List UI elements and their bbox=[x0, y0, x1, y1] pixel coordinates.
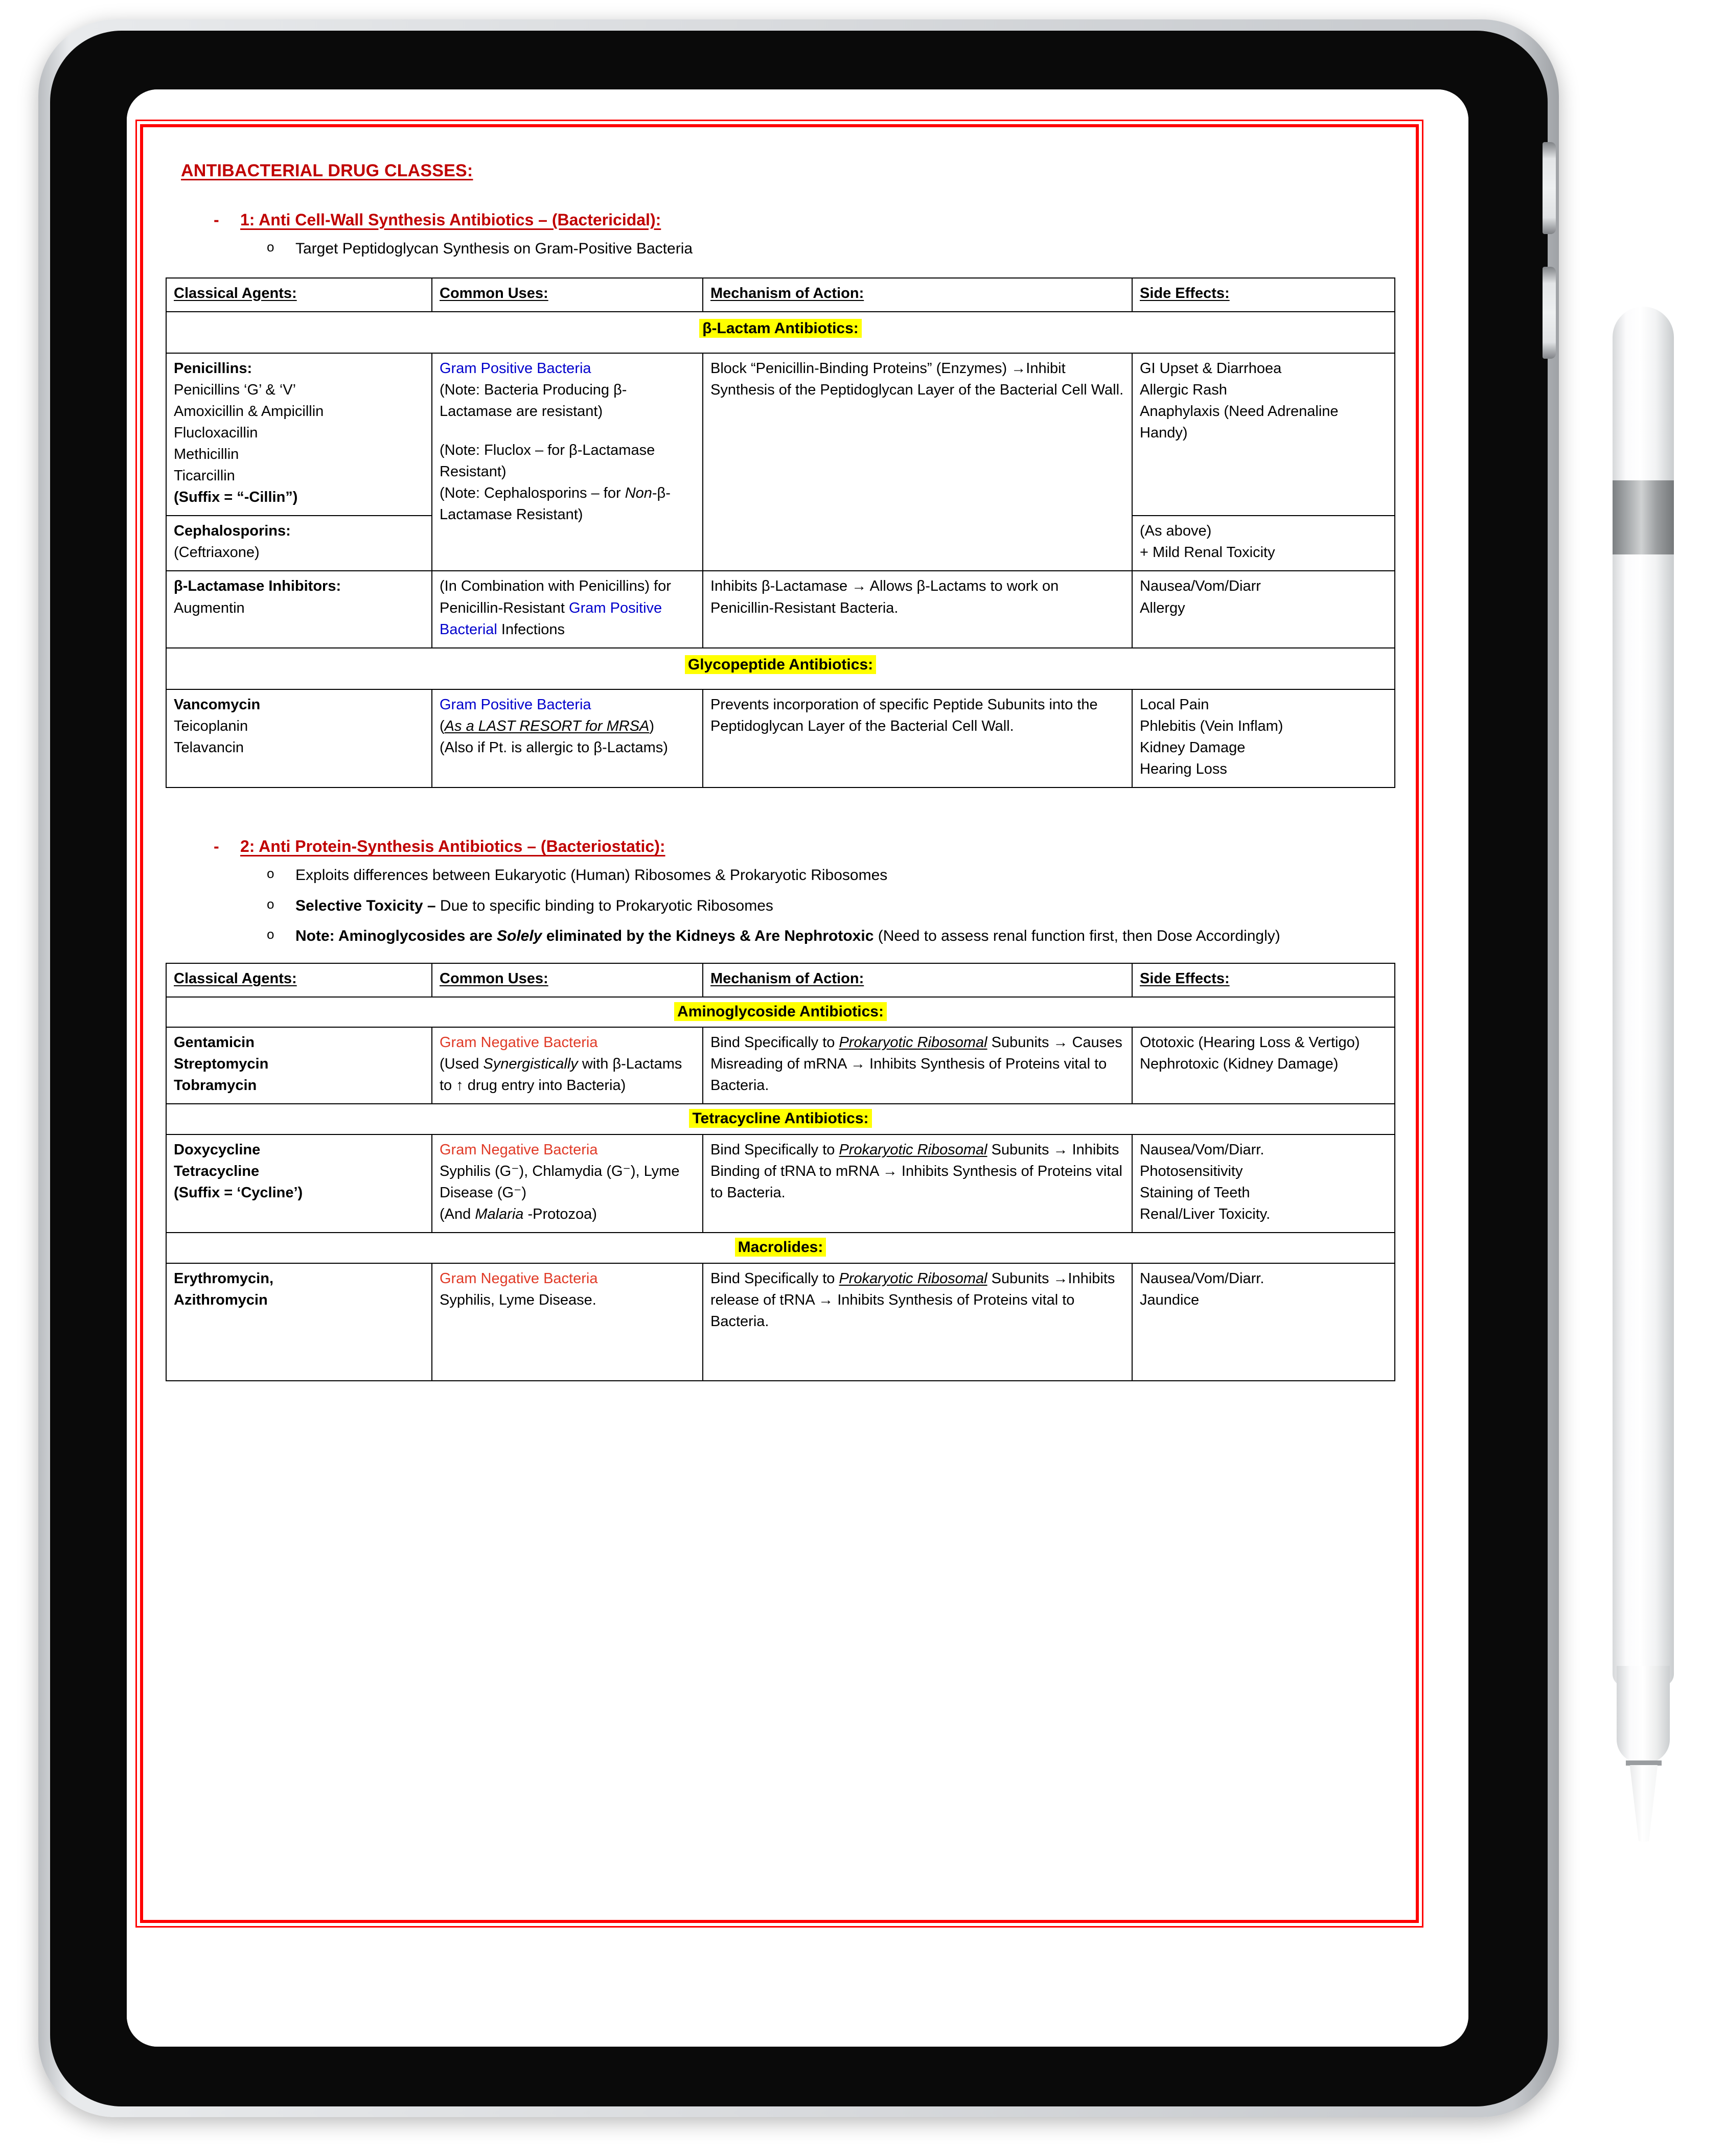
bullet-3-rest: (Need to assess renal function first, then Dose Accordingly) bbox=[873, 928, 1280, 945]
cell-tetracyclines-agents bbox=[166, 1134, 432, 1233]
side-effect-item: Nausea/Vom/Diarr bbox=[1140, 578, 1261, 595]
cell-penicillins-uses bbox=[432, 353, 703, 571]
band-label-beta-lactam: β-Lactam Antibiotics: bbox=[699, 319, 862, 338]
side-effect-item: Kidney Damage bbox=[1140, 739, 1246, 756]
antibacterial-table-protein-synthesis bbox=[166, 963, 1395, 1381]
band-row-macrolides bbox=[166, 1233, 1395, 1263]
bullet-2-rest: Due to specific binding to Prokaryotic Ribosomes bbox=[435, 897, 773, 914]
section-1-bullet bbox=[267, 238, 1400, 260]
side-effect-item: Jaundice bbox=[1140, 1291, 1200, 1308]
circle-bullet-icon: o bbox=[267, 926, 274, 942]
cell-tetracyclines-side-effects bbox=[1132, 1134, 1395, 1233]
side-effect-item: Nausea/Vom/Diarr. bbox=[1140, 1270, 1264, 1287]
band-cell-glycopeptide bbox=[166, 648, 1395, 690]
uses-gram-positive: Gram Positive Bacterial bbox=[440, 599, 662, 638]
mechanism-text: Block “Penicillin-Binding Proteins” (Enzymes) →Inhibit Synthesis of the Peptidoglycan Layer of the Bacterial Cell Wall. bbox=[710, 360, 1124, 399]
uses-prefix: (In Combination with Penicillins) for Penicillin-Resistant bbox=[440, 578, 671, 616]
uses-gram-negative: Gram Negative Bacteria bbox=[440, 1270, 598, 1287]
antibacterial-table-cell-wall bbox=[166, 277, 1395, 789]
cell-vancomycin-mechanism bbox=[703, 689, 1132, 787]
side-effect-item: Anaphylaxis (Need Adrenaline Handy) bbox=[1140, 403, 1339, 442]
uses-detail: Syphilis, Lyme Disease. bbox=[440, 1291, 596, 1308]
agent-title-cephalosporins: Cephalosporins: bbox=[174, 523, 291, 540]
agent-item: Tetracycline bbox=[174, 1163, 260, 1180]
agent-title-bli: β-Lactamase Inhibitors: bbox=[174, 578, 341, 595]
cell-penicillins-side-effects bbox=[1132, 353, 1395, 516]
col-header-uses-label: Common Uses: bbox=[440, 970, 548, 987]
page-title: ANTIBACTERIAL DRUG CLASSES: bbox=[181, 161, 473, 180]
side-effect-item: Nephrotoxic (Kidney Damage) bbox=[1140, 1056, 1339, 1073]
pencil-band bbox=[1613, 480, 1674, 554]
bullet-3-italic: Solely bbox=[496, 928, 542, 945]
uses-note-1: (Note: Bacteria Producing β-Lactamase are resistant) bbox=[440, 382, 627, 420]
agent-item: Flucloxacillin bbox=[174, 425, 258, 442]
agent-item: Augmentin bbox=[174, 599, 245, 616]
bullet-3-bold-a: Note: Aminoglycosides are bbox=[295, 928, 497, 945]
agent-title-penicillins: Penicillins: bbox=[174, 360, 252, 377]
section-2-heading-row bbox=[214, 837, 1400, 856]
volume-down-button[interactable] bbox=[1543, 267, 1556, 359]
pencil-collar bbox=[1626, 1760, 1662, 1766]
agent-item: Gentamicin bbox=[174, 1034, 255, 1051]
agent-item: Azithromycin bbox=[174, 1291, 268, 1308]
cell-bli-uses bbox=[432, 571, 703, 647]
uses-gram-positive: Gram Positive Bacteria bbox=[440, 697, 591, 713]
bullet-2-bold: Selective Toxicity – bbox=[295, 897, 436, 914]
cell-cephalosporins-agents bbox=[166, 516, 432, 571]
side-effect-item: Renal/Liver Toxicity. bbox=[1140, 1206, 1271, 1223]
section-2-bullet-1 bbox=[267, 864, 1400, 887]
section-2-bullet-3 bbox=[267, 925, 1400, 947]
apple-pencil-stylus[interactable] bbox=[1613, 307, 1674, 1789]
section-2-bullet-2-text bbox=[295, 895, 773, 917]
band-cell-tetracycline bbox=[166, 1104, 1395, 1134]
side-effect-item: Hearing Loss bbox=[1140, 761, 1227, 778]
document-page bbox=[127, 89, 1468, 2047]
uses-gram-negative: Gram Negative Bacteria bbox=[440, 1034, 598, 1051]
band-row-aminoglycoside bbox=[166, 997, 1395, 1028]
cell-bli-mechanism bbox=[703, 571, 1132, 647]
col-header-agents-label: Classical Agents: bbox=[174, 285, 297, 302]
uses-suffix: Infections bbox=[497, 621, 565, 638]
col-header-uses bbox=[432, 963, 703, 997]
cell-macrolides-uses bbox=[432, 1263, 703, 1381]
side-effect-item: + Mild Renal Toxicity bbox=[1140, 544, 1275, 561]
cell-tetracyclines-mechanism: Bind Specifically to Prokaryotic Ribosomal Subunits → Inhibits Binding of tRNA to mRNA → Inhibits Synthesis of Proteins vital to Bacteria. bbox=[703, 1134, 1132, 1233]
uses-note-2: (Also if Pt. is allergic to β-Lactams) bbox=[440, 739, 668, 756]
band-row-glycopeptide bbox=[166, 648, 1395, 690]
agent-suffix-note: (Suffix = ‘Cycline’) bbox=[174, 1185, 303, 1201]
col-header-side-effects bbox=[1132, 278, 1395, 312]
agent-item: Telavancin bbox=[174, 739, 244, 756]
cell-penicillins-mechanism bbox=[703, 353, 1132, 571]
uses-gram-negative: Gram Negative Bacteria bbox=[440, 1141, 598, 1158]
section-2-bullet-3-text bbox=[295, 925, 1280, 947]
agent-item: Doxycycline bbox=[174, 1141, 261, 1158]
table-row-macrolides bbox=[166, 1263, 1395, 1381]
section-2-bullet-2 bbox=[267, 895, 1400, 917]
side-effect-item: Allergy bbox=[1140, 599, 1185, 616]
section-2-heading: 2: Anti Protein-Synthesis Antibiotics – (Bacteriostatic): bbox=[240, 837, 665, 856]
pencil-taper bbox=[1617, 1666, 1670, 1763]
uses-detail: Syphilis (G⁻), Chlamydia (G⁻), Lyme Disease (G⁻) bbox=[440, 1163, 680, 1201]
red-page-border bbox=[140, 124, 1419, 1923]
cell-macrolides-mechanism: Bind Specifically to Prokaryotic Ribosomal Subunits →Inhibits release of tRNA → Inhibits Synthesis of Proteins vital to Bacteria. bbox=[703, 1263, 1132, 1381]
bullet-3-bold-b: eliminated by the Kidneys & Are Nephrotoxic bbox=[542, 928, 874, 945]
table-row-aminoglycosides bbox=[166, 1027, 1395, 1104]
uses-detail-2: (And Malaria -Protozoa) bbox=[440, 1206, 597, 1223]
side-effect-item: Local Pain bbox=[1140, 697, 1209, 713]
cell-cephalosporins-side-effects bbox=[1132, 516, 1395, 571]
side-effect-item: GI Upset & Diarrhoea bbox=[1140, 360, 1282, 377]
cell-macrolides-agents bbox=[166, 1263, 432, 1381]
side-effect-item: Phlebitis (Vein Inflam) bbox=[1140, 718, 1283, 735]
mechanism-text: Inhibits β-Lactamase → Allows β-Lactams to work on Penicillin-Resistant Bacteria. bbox=[710, 578, 1059, 616]
band-row-tetracycline bbox=[166, 1104, 1395, 1134]
band-label-macrolides: Macrolides: bbox=[735, 1238, 826, 1257]
circle-bullet-icon: o bbox=[267, 239, 274, 254]
col-header-mechanism-label: Mechanism of Action: bbox=[710, 285, 864, 302]
tablet-screen[interactable] bbox=[127, 89, 1468, 2047]
dash-bullet-icon: - bbox=[214, 211, 219, 229]
uses-note-3: (Note: Cephalosporins – for Non-β-Lactamase Resistant) bbox=[440, 485, 671, 523]
agent-item: Amoxicillin & Ampicillin bbox=[174, 403, 324, 420]
agent-item: Erythromycin, bbox=[174, 1270, 273, 1287]
band-label-tetracycline: Tetracycline Antibiotics: bbox=[689, 1109, 871, 1128]
dash-bullet-icon: - bbox=[214, 837, 219, 856]
band-cell-beta-lactam bbox=[166, 312, 1395, 354]
col-header-agents bbox=[166, 278, 432, 312]
table-row-vancomycin bbox=[166, 689, 1395, 787]
uses-gram-positive: Gram Positive Bacteria bbox=[440, 360, 591, 377]
band-label-aminoglycoside: Aminoglycoside Antibiotics: bbox=[674, 1002, 887, 1021]
side-effect-item: Allergic Rash bbox=[1140, 382, 1227, 399]
table-row-penicillins bbox=[166, 353, 1395, 516]
cell-penicillins-agents bbox=[166, 353, 432, 516]
cell-bli-agents bbox=[166, 571, 432, 647]
table-row-tetracyclines bbox=[166, 1134, 1395, 1233]
cell-spacer bbox=[440, 422, 696, 439]
cell-vancomycin-side-effects bbox=[1132, 689, 1395, 787]
uses-note: (Used Synergistically with β-Lactams to ↑ drug entry into Bacteria) bbox=[440, 1056, 682, 1094]
volume-up-button[interactable] bbox=[1543, 142, 1556, 234]
agent-item: Ticarcillin bbox=[174, 468, 235, 484]
table-header-row bbox=[166, 278, 1395, 312]
agent-item: Teicoplanin bbox=[174, 718, 248, 735]
side-effect-item: Staining of Teeth bbox=[1140, 1185, 1250, 1201]
side-effect-item: Ototoxic (Hearing Loss & Vertigo) bbox=[1140, 1034, 1360, 1051]
mechanism-text: Prevents incorporation of specific Peptide Subunits into the Peptidoglycan Layer of the Bacterial Cell Wall. bbox=[710, 697, 1098, 735]
band-cell-macrolides bbox=[166, 1233, 1395, 1263]
section-2-bullet-1-text: Exploits differences between Eukaryotic (Human) Ribosomes & Prokaryotic Ribosomes bbox=[295, 867, 888, 884]
side-effect-item: (As above) bbox=[1140, 523, 1212, 540]
band-cell-aminoglycoside bbox=[166, 997, 1395, 1028]
col-header-agents bbox=[166, 963, 432, 997]
cell-vancomycin-agents bbox=[166, 689, 432, 787]
pencil-tip-icon bbox=[1628, 1765, 1660, 1842]
cell-tetracyclines-uses bbox=[432, 1134, 703, 1233]
cell-bli-side-effects bbox=[1132, 571, 1395, 647]
cell-vancomycin-uses bbox=[432, 689, 703, 787]
agent-item: (Ceftriaxone) bbox=[174, 544, 260, 561]
cell-aminoglycosides-side-effects bbox=[1132, 1027, 1395, 1104]
agent-item: Methicillin bbox=[174, 446, 239, 463]
col-header-side-effects bbox=[1132, 963, 1395, 997]
circle-bullet-icon: o bbox=[267, 866, 274, 882]
agent-item: Streptomycin bbox=[174, 1056, 269, 1073]
cell-aminoglycosides-mechanism: Bind Specifically to Prokaryotic Ribosomal Subunits → Causes Misreading of mRNA → Inhibits Synthesis of Proteins vital to Bacteria. bbox=[703, 1027, 1132, 1104]
col-header-agents-label: Classical Agents: bbox=[174, 970, 297, 987]
table-row-beta-lactamase-inhibitors bbox=[166, 571, 1395, 647]
section-1-bullet-text: Target Peptidoglycan Synthesis on Gram-Positive Bacteria bbox=[295, 240, 693, 257]
uses-note-2: (Note: Fluclox – for β-Lactamase Resistant) bbox=[440, 442, 655, 480]
cell-aminoglycosides-agents bbox=[166, 1027, 432, 1104]
section-1-heading: 1: Anti Cell-Wall Synthesis Antibiotics – (Bactericidal): bbox=[240, 211, 661, 229]
section-1-heading-row bbox=[214, 211, 1400, 229]
col-header-side-effects-label: Side Effects: bbox=[1140, 285, 1230, 302]
col-header-mechanism bbox=[703, 963, 1132, 997]
side-effect-item: Nausea/Vom/Diarr. bbox=[1140, 1141, 1264, 1158]
agent-title-vancomycin: Vancomycin bbox=[174, 697, 261, 713]
agent-item: Penicillins ‘G’ & ‘V’ bbox=[174, 382, 296, 399]
col-header-uses-label: Common Uses: bbox=[440, 285, 548, 302]
table-header-row bbox=[166, 963, 1395, 997]
cell-aminoglycosides-uses bbox=[432, 1027, 703, 1104]
band-label-glycopeptide: Glycopeptide Antibiotics: bbox=[685, 655, 876, 674]
col-header-mechanism bbox=[703, 278, 1132, 312]
col-header-mechanism-label: Mechanism of Action: bbox=[710, 970, 864, 987]
side-effect-item: Photosensitivity bbox=[1140, 1163, 1243, 1180]
agent-suffix-note: (Suffix = “-Cillin”) bbox=[174, 489, 298, 506]
agent-item: Tobramycin bbox=[174, 1077, 257, 1094]
col-header-side-effects-label: Side Effects: bbox=[1140, 970, 1230, 987]
col-header-uses bbox=[432, 278, 703, 312]
uses-note-1: (As a LAST RESORT for MRSA) bbox=[440, 718, 655, 735]
circle-bullet-icon: o bbox=[267, 896, 274, 912]
band-row-beta-lactam bbox=[166, 312, 1395, 354]
cell-macrolides-side-effects bbox=[1132, 1263, 1395, 1381]
